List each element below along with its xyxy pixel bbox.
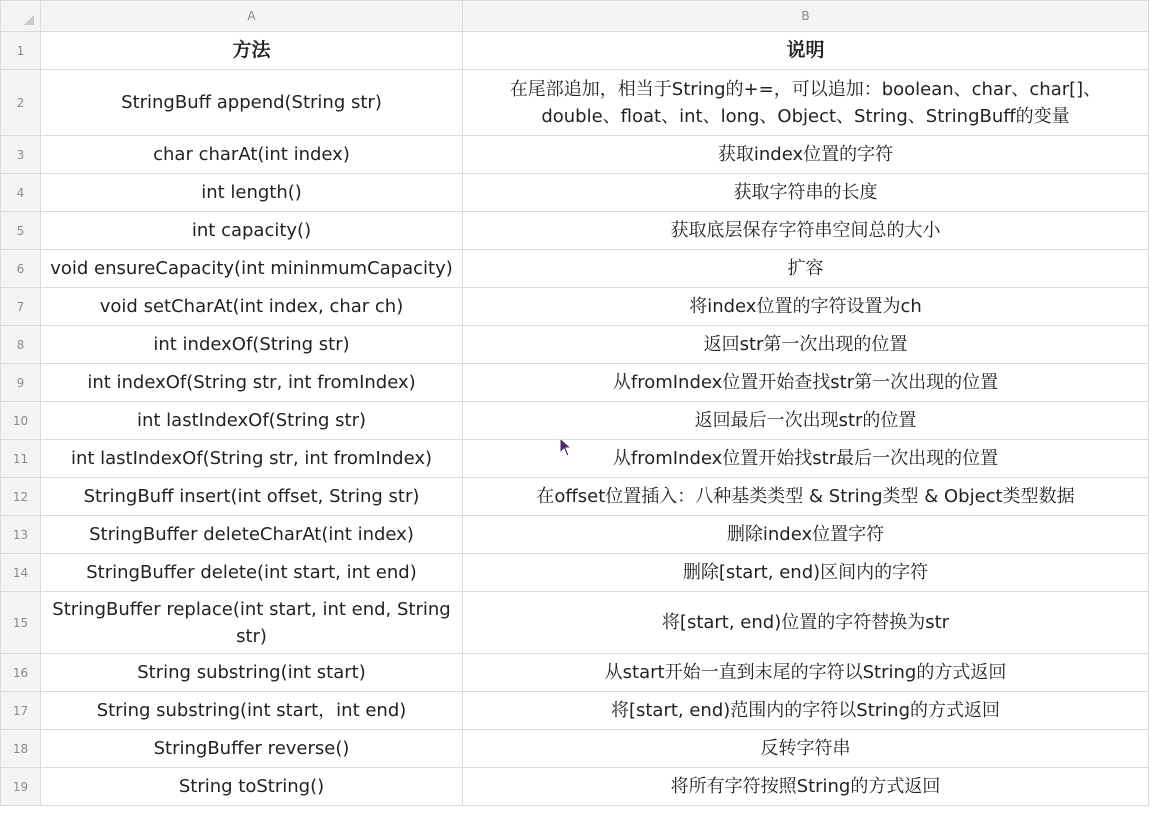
row-header[interactable]: 19 <box>1 768 41 806</box>
table-row <box>1 554 1149 592</box>
table-row <box>1 402 1149 440</box>
cell-a[interactable]: char charAt(int index) <box>41 136 463 174</box>
table-row <box>1 326 1149 364</box>
cell-b[interactable]: 将所有字符按照String的方式返回 <box>463 768 1149 806</box>
column-header-a[interactable]: A <box>41 1 463 32</box>
row-header[interactable]: 1 <box>1 32 41 70</box>
table-row <box>1 174 1149 212</box>
table-row <box>1 364 1149 402</box>
cell-a[interactable]: int lastIndexOf(String str, int fromIndex) <box>41 440 463 478</box>
table-row <box>1 288 1149 326</box>
cell-a[interactable]: StringBuff append(String str) <box>41 70 463 136</box>
table-row <box>1 250 1149 288</box>
mouse-pointer-icon <box>559 437 573 457</box>
table-row <box>1 440 1149 478</box>
cell-b[interactable]: 从fromIndex位置开始找str最后一次出现的位置 <box>463 440 1149 478</box>
cell-a[interactable]: int capacity() <box>41 212 463 250</box>
cell-a[interactable]: int indexOf(String str) <box>41 326 463 364</box>
cell-b[interactable]: 在offset位置插入：八种基类类型 & String类型 & Object类型数据 <box>463 478 1149 516</box>
cell-b[interactable]: 获取index位置的字符 <box>463 136 1149 174</box>
table-row <box>1 654 1149 692</box>
cell-b[interactable]: 返回str第一次出现的位置 <box>463 326 1149 364</box>
table-row <box>1 692 1149 730</box>
table-row <box>1 768 1149 806</box>
row-header[interactable]: 9 <box>1 364 41 402</box>
cell-a[interactable]: void ensureCapacity(int mininmumCapacity) <box>41 250 463 288</box>
select-all-corner[interactable] <box>1 1 41 32</box>
row-header[interactable]: 11 <box>1 440 41 478</box>
column-header-b[interactable]: B <box>463 1 1149 32</box>
cell-a[interactable]: StringBuffer replace(int start, int end, String str) <box>41 592 463 654</box>
cell-b[interactable]: 从fromIndex位置开始查找str第一次出现的位置 <box>463 364 1149 402</box>
cell-a[interactable]: String substring(int start，int end) <box>41 692 463 730</box>
row-header[interactable]: 12 <box>1 478 41 516</box>
cell-a[interactable]: String substring(int start) <box>41 654 463 692</box>
select-all-icon <box>24 15 34 25</box>
cell-b[interactable]: 获取字符串的长度 <box>463 174 1149 212</box>
row-header[interactable]: 6 <box>1 250 41 288</box>
cell-b[interactable]: 反转字符串 <box>463 730 1149 768</box>
cell-a[interactable]: StringBuffer delete(int start, int end) <box>41 554 463 592</box>
cell-b[interactable]: 返回最后一次出现str的位置 <box>463 402 1149 440</box>
row-header[interactable]: 5 <box>1 212 41 250</box>
cell-b[interactable]: 从start开始一直到末尾的字符以String的方式返回 <box>463 654 1149 692</box>
cell-b[interactable]: 在尾部追加，相当于String的+=，可以追加：boolean、char、char[]、double、float、int、long、Object、String、StringBuff的变量 <box>463 70 1149 136</box>
row-header[interactable]: 14 <box>1 554 41 592</box>
cell-a[interactable]: int length() <box>41 174 463 212</box>
row-header[interactable]: 8 <box>1 326 41 364</box>
table-row <box>1 212 1149 250</box>
cell-a[interactable]: StringBuffer reverse() <box>41 730 463 768</box>
row-header[interactable]: 16 <box>1 654 41 692</box>
cell-b[interactable]: 删除[start, end)区间内的字符 <box>463 554 1149 592</box>
cell-b[interactable]: 将index位置的字符设置为ch <box>463 288 1149 326</box>
row-header[interactable]: 10 <box>1 402 41 440</box>
row-header[interactable]: 4 <box>1 174 41 212</box>
row-header[interactable]: 18 <box>1 730 41 768</box>
row-header[interactable]: 17 <box>1 692 41 730</box>
cell-b[interactable]: 扩容 <box>463 250 1149 288</box>
cell-a[interactable]: void setCharAt(int index, char ch) <box>41 288 463 326</box>
table-row <box>1 70 1149 136</box>
row-header[interactable]: 7 <box>1 288 41 326</box>
cell-a[interactable]: int indexOf(String str, int fromIndex) <box>41 364 463 402</box>
table-row <box>1 592 1149 654</box>
cell-b-description-header[interactable]: 说明 <box>463 32 1149 70</box>
table-row <box>1 32 1149 70</box>
row-header[interactable]: 15 <box>1 592 41 654</box>
cell-a[interactable]: StringBuffer deleteCharAt(int index) <box>41 516 463 554</box>
table-row <box>1 730 1149 768</box>
row-header[interactable]: 3 <box>1 136 41 174</box>
cell-a[interactable]: String toString() <box>41 768 463 806</box>
row-header[interactable]: 2 <box>1 70 41 136</box>
cell-b[interactable]: 将[start, end)范围内的字符以String的方式返回 <box>463 692 1149 730</box>
row-header[interactable]: 13 <box>1 516 41 554</box>
table-row <box>1 478 1149 516</box>
cell-a-method-header[interactable]: 方法 <box>41 32 463 70</box>
cell-b[interactable]: 获取底层保存字符串空间总的大小 <box>463 212 1149 250</box>
cell-a[interactable]: StringBuff insert(int offset, String str) <box>41 478 463 516</box>
table-row <box>1 136 1149 174</box>
table-row <box>1 516 1149 554</box>
cell-b[interactable]: 将[start, end)位置的字符替换为str <box>463 592 1149 654</box>
cell-a[interactable]: int lastIndexOf(String str) <box>41 402 463 440</box>
cell-b[interactable]: 删除index位置字符 <box>463 516 1149 554</box>
